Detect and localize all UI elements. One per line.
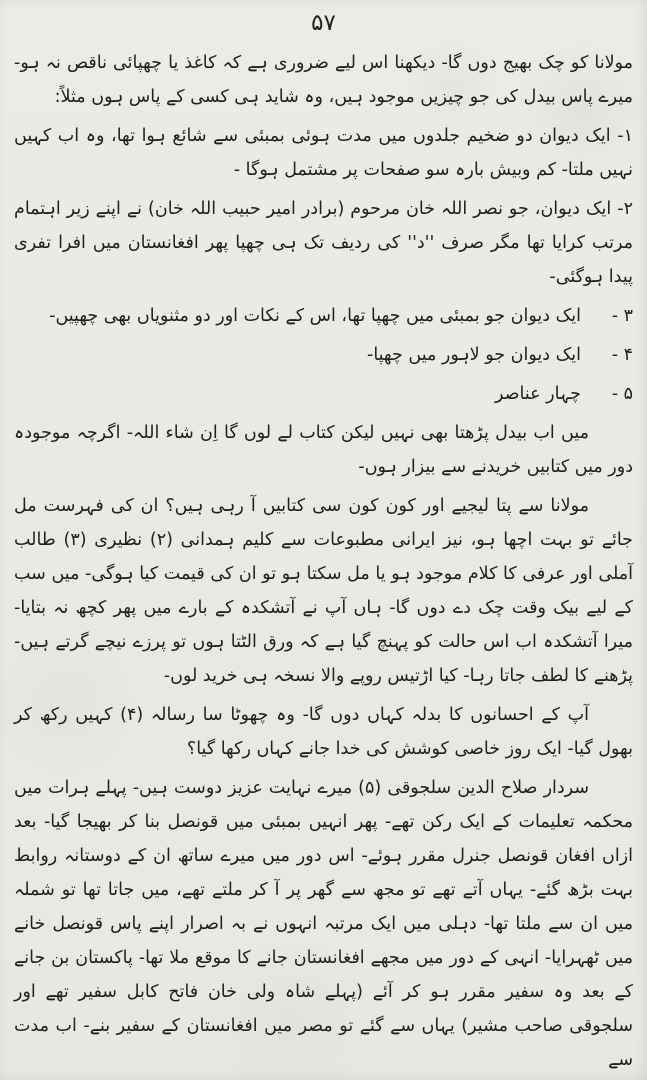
list-item-marker: ۳ -: [611, 306, 633, 326]
list-item: [14, 338, 633, 372]
list-item-marker: ۲-: [617, 199, 633, 219]
list-item-marker: ۵ -: [611, 384, 633, 404]
list-item: [14, 119, 633, 187]
paragraph: مولانا کو چک بھیج دوں گا- دیکھنا اس لیے ضروری ہے کہ کاغذ یا چھپائی ناقص نہ ہو- میرے پاس بیدل کی جو چیزیں موجود ہیں، وہ شاید ہی کسی کے پاس ہوں مثلاً:: [14, 53, 633, 107]
paragraph: مولانا سے پتا لیجیے اور کون کون سی کتابیں آ رہی ہیں؟ ان کی فہرست مل جائے تو بہت اچھا ہو، نیز ایرانی مطبوعات سے کلیم ہمدانی (۲) نظیری (۳) طالب آملی اور عرفی کا کلام موجود ہو یا مل سکتا ہو تو ان کی قیمت کیا ہوگی- میں سب کے لیے بیک وقت چک دے دوں گا- ہاں آپ نے آتشکدہ کے بارے میں پھر کچھ نہ بتایا- میرا آتشکدہ اب اس حالت کو پہنچ گیا ہے کہ ورق الٹتا ہوں تو پرزے نیچے گرتے ہیں- پڑھنے کا لطف جاتا رہا- کیا اڑتیس روپے والا نسخہ ہی خرید لوں-: [14, 496, 633, 686]
list-item: [14, 377, 633, 411]
list-item-text: ایک دیوان جو بمبئی میں چھپا تھا، اس کے نکات اور دو مثنویاں بھی چھپیں-: [49, 306, 581, 326]
list-item-text: ایک دیوان جو لاہور میں چھپا-: [367, 345, 581, 365]
page-number: ۵۷: [311, 10, 336, 36]
list-item-text: چہار عناصر: [495, 384, 581, 404]
list-item: [14, 299, 633, 333]
list-item-marker: ۱-: [617, 126, 633, 146]
list-item-text: ایک دیوان، جو نصر اللہ خان مرحوم (برادر امیر حبیب اللہ خان) نے اپنے زیر اہتمام مرتب کرایا تھا مگر صرف ''د'' کی ردیف تک ہی چھپا پھر افغانستان میں افرا تفری پیدا ہوگئی-: [14, 199, 633, 287]
list-item-text: ایک دیوان دو ضخیم جلدوں میں مدت ہوئی بمبئی سے شائع ہوا تھا، وہ اب کہیں نہیں ملتا- کم وبیش بارہ سو صفحات پر مشتمل ہوگا -: [14, 126, 633, 180]
paragraph: میں اب بیدل پڑھتا بھی نہیں لیکن کتاب لے لوں گا اِن شاء اللہ- اگرچہ موجودہ دور میں کتابیں خریدنے سے بیزار ہوں-: [14, 423, 633, 477]
letter-text-body: [14, 46, 633, 1080]
paragraph: آپ کے احسانوں کا بدلہ کہاں دوں گا- وہ چھوٹا سا رسالہ (۴) کہیں رکھ کر بھول گیا- ایک روز خاصی کوشش کی خدا جانے کہاں رکھا گیا؟: [14, 705, 633, 759]
paragraph: سردار صلاح الدین سلجوقی (۵) میرے نہایت عزیز دوست ہیں- پہلے ہرات میں محکمہ تعلیمات کے ایک رکن تھے- پھر انہیں بمبئی میں قونصل بنا کر بھیجا گیا- بعد ازاں افغان قونصل جنرل مقرر ہوئے- اس دور میں میرے ساتھ ان کے دوستانہ روابط بہت بڑھ گئے- یہاں آتے تھے تو مجھ سے گھر پر آ کر ملتے تھے، میں جاتا تھا تو شملہ میں ان سے ملتا تھا- دہلی میں ایک مرتبہ انہوں نے بہ اصرار اپنے پاس قونصل خانے میں ٹھہرایا- انہی کے دور میں مجھے افغانستان جانے کا موقع ملا تھا- پاکستان بن جانے کے بعد وہ سفیر مقرر ہو کر آئے (پہلے شاہ ولی خان فاتح کابل سفیر تھے اور سلجوقی صاحب مشیر) یہاں سے گئے تو مصر میں افغانستان کے سفیر بنے- اب مدت سے: [14, 778, 633, 1070]
list-item: [14, 192, 633, 294]
list-item-marker: ۴ -: [611, 345, 633, 365]
